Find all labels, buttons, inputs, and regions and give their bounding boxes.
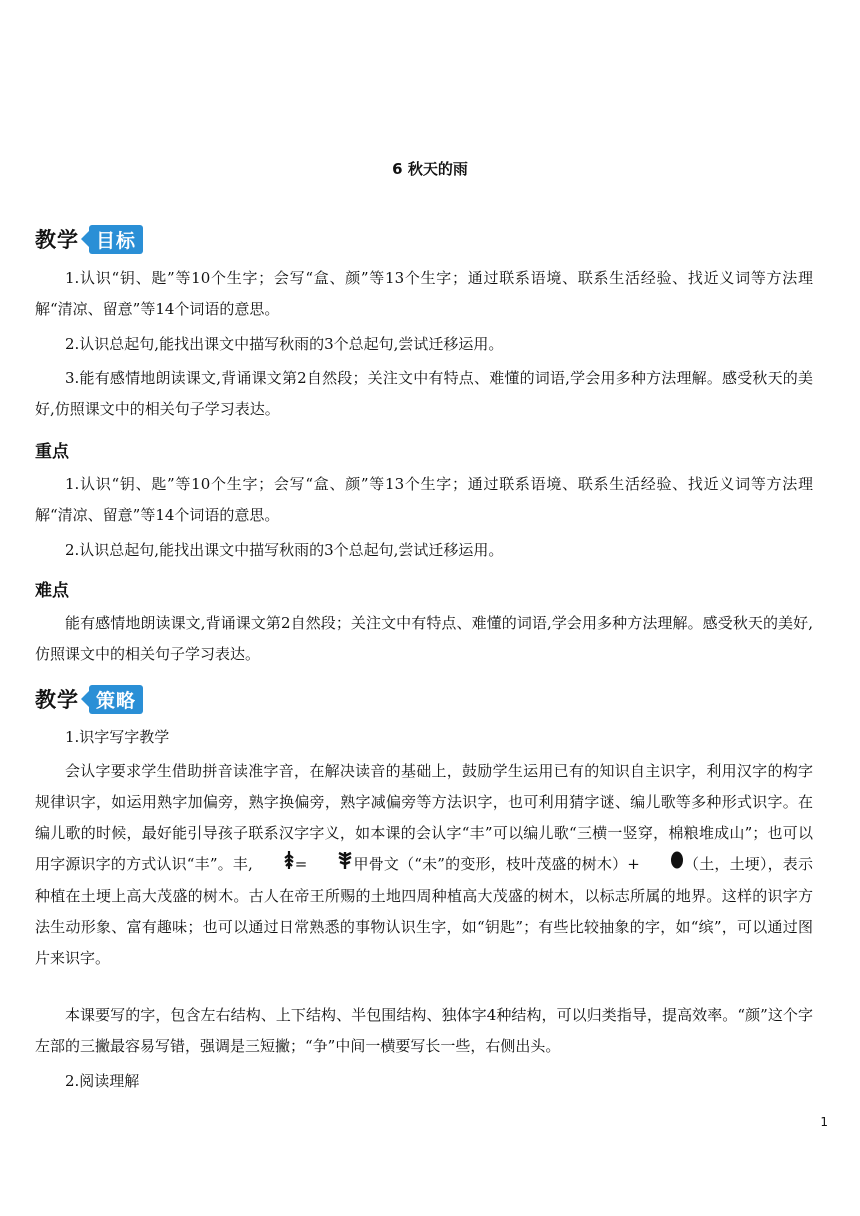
difficulty-heading: 难点 xyxy=(35,581,69,601)
oracle-bone-earth-icon xyxy=(640,850,684,881)
difficulty-text: 能有感情地朗读课文,背诵课文第2自然段；关注文中有特点、难懂的词语,学会用多种方法理解。感受秋天的美好,仿照课文中的相关句子学习表达。 xyxy=(35,614,813,663)
strategy-item-2-title: 2.阅读理解 xyxy=(65,1072,140,1090)
key-item-1: 1.认识“钥、匙”等10个生字；会写“盒、颜”等13个生字；通过联系语境、联系生活经验、找近义词等方法理解“清凉、留意”等14个词语的意思。 xyxy=(35,475,813,524)
banner-lead-text: 教学 xyxy=(35,688,79,712)
banner-lead-text: 教学 xyxy=(35,228,79,252)
document-title: 6 秋天的雨 xyxy=(392,160,468,178)
equals-sign: = xyxy=(294,855,308,873)
paragraph-text: 会认字要求学生借助拼音读准字音，在解决读音的基础上，鼓励学生运用已有的知识自主识字，利用汉字的构字规律识字，如运用熟字加偏旁，熟字换偏旁，熟字减偏旁等方法识字，也可利用猜字谜、编儿歌等多种形式识字。在编儿歌的时候，最好能引导孩子联系汉字字义，如本课的会认字“丰”可以编儿歌“三横一竖穿，棉粮堆成山”；也可以用字源识字的方式认识“丰”。丰, xyxy=(35,762,813,873)
banner-tag-text: 目标 xyxy=(89,225,143,254)
banner-tag xyxy=(81,225,143,254)
page-number: 1 xyxy=(820,1115,828,1129)
paragraph-text: 甲骨文（“未”的变形，枝叶茂盛的树木）+ xyxy=(353,855,640,873)
strategy-item-1-paragraph xyxy=(35,756,813,974)
section-banner-goals xyxy=(35,222,143,256)
section-banner-strategy xyxy=(35,682,143,716)
key-item-2: 2.认识总起句,能找出课文中描写秋雨的3个总起句,尝试迁移运用。 xyxy=(65,541,504,559)
banner-tag xyxy=(81,685,143,714)
paragraph-text: （土，土埂），表示种植在土埂上高大茂盛的树木。古人在帝王所赐的土地四周种植高大茂盛的树木，以标志所属的地界。这样的识字方法生动形象、富有趣味；也可以通过日常熟悉的事物认识生字，如“钥匙”；有些比较抽象的字，如“缤”，可以通过图片来识字。 xyxy=(35,855,813,967)
goal-item-1: 1.认识“钥、匙”等10个生字；会写“盒、颜”等13个生字；通过联系语境、联系生活经验、找近义词等方法理解“清凉、留意”等14个词语的意思。 xyxy=(35,269,813,318)
oracle-bone-plant-icon xyxy=(307,850,353,881)
goal-item-2: 2.认识总起句,能找出课文中描写秋雨的3个总起句,尝试迁移运用。 xyxy=(65,335,504,353)
strategy-item-1-paragraph-2: 本课要写的字，包含左右结构、上下结构、半包围结构、独体字4种结构，可以归类指导，提高效率。“颜”这个字左部的三撇最容易写错，强调是三短撇；“争”中间一横要写长一些，右侧出头。 xyxy=(35,1006,813,1055)
tag-arrow-icon xyxy=(81,231,89,247)
key-points-heading: 重点 xyxy=(35,442,69,462)
oracle-bone-tree-icon xyxy=(253,850,295,881)
strategy-item-1-title: 1.识字写字教学 xyxy=(65,728,170,746)
goal-item-3: 3.能有感情地朗读课文,背诵课文第2自然段；关注文中有特点、难懂的词语,学会用多种方法理解。感受秋天的美好,仿照课文中的相关句子学习表达。 xyxy=(35,369,813,418)
banner-tag-text: 策略 xyxy=(89,685,143,714)
tag-arrow-icon xyxy=(81,691,89,707)
